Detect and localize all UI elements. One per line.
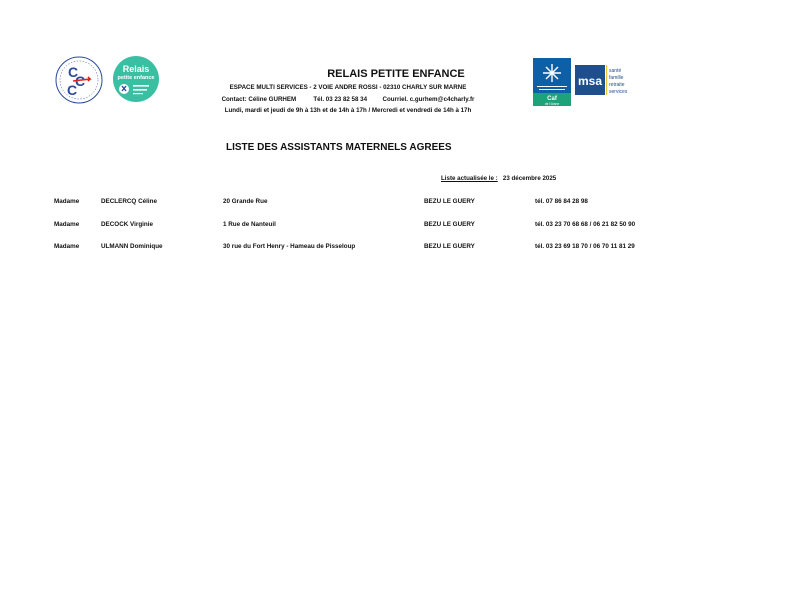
svg-text:C: C [75, 73, 86, 89]
row-phone: tél. 03 23 70 68 68 / 06 21 82 50 90 [535, 221, 636, 228]
msa-line-4: services [609, 89, 628, 95]
msa-line-1: santé [609, 68, 622, 74]
caf-logo-label: Caf [547, 96, 557, 102]
row-civility: Madame [54, 243, 80, 250]
row-city: BEZU LE GUERY [424, 198, 475, 205]
rpe-logo-line2: petite enfance [117, 75, 155, 81]
contact-email[interactable]: Courriel. c.gurhem@c4charly.fr [382, 96, 475, 103]
header-address: ESPACE MULTI SERVICES - 2 VOIE ANDRE ROSSI - 02310 CHARLY SUR MARNE [229, 84, 467, 91]
caf-logo-sub: de l'Aisne [544, 102, 560, 106]
header-contact-line [0, 96, 696, 103]
page-title: RELAIS PETITE ENFANCE [327, 68, 465, 80]
row-address: 20 Grande Rue [223, 198, 268, 205]
msa-line-2: famille [609, 75, 624, 81]
svg-text:C: C [67, 82, 78, 98]
row-address: 30 rue du Fort Henry - Hameau de Pisseloup [223, 243, 356, 250]
row-name: DECLERCQ Céline [101, 198, 157, 205]
contact-name: Contact: Céline GURHEM [221, 96, 297, 103]
row-city: BEZU LE GUERY [424, 243, 475, 250]
row-civility: Madame [54, 221, 80, 228]
row-civility: Madame [54, 198, 80, 205]
msa-line-3: retraite [609, 82, 625, 88]
contact-phone: Tél. 03 23 82 58 34 [313, 96, 368, 103]
header-hours: Lundi, mardi et jeudi de 9h à 13h et de 14h à 17h / Mercredi et vendredi de 14h à 17h [224, 107, 472, 114]
row-name: ULMANN Dominique [101, 243, 163, 250]
list-title: LISTE DES ASSISTANTS MATERNELS AGREES [226, 142, 452, 153]
update-label: Liste actualisée le : [441, 175, 498, 182]
list-update-line [441, 175, 556, 182]
rpe-logo-line1: Relais [122, 64, 150, 74]
row-phone: tél. 03 23 69 18 70 / 06 70 11 81 29 [535, 243, 635, 250]
row-name: DECOCK Virginie [101, 221, 154, 228]
row-address: 1 Rue de Nanteuil [223, 221, 276, 228]
update-date: 23 décembre 2025 [502, 175, 557, 182]
row-city: BEZU LE GUERY [424, 221, 475, 228]
svg-text:C: C [68, 64, 79, 80]
msa-logo-label: msa [577, 74, 603, 88]
row-phone: tél. 07 86 84 28 98 [535, 198, 588, 205]
